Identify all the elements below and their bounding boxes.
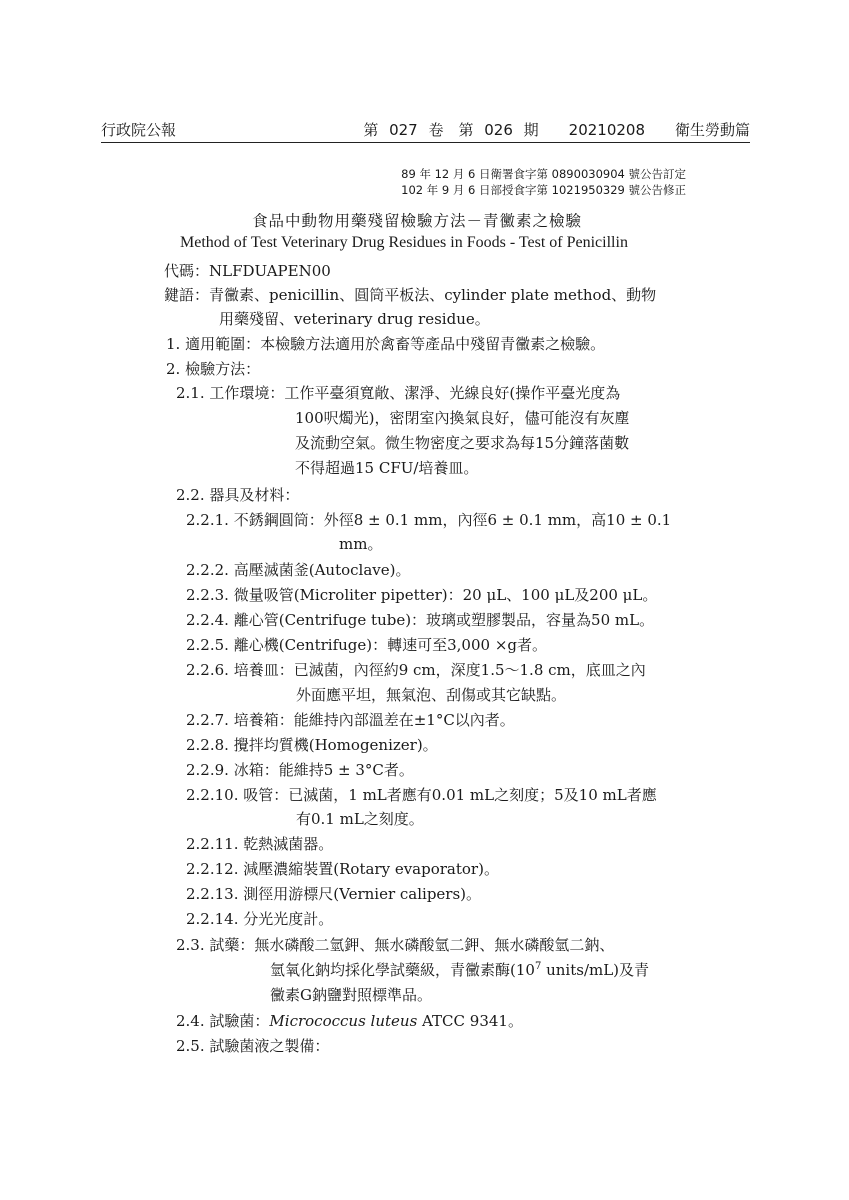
section-2-2 [176, 484, 299, 506]
item-2-2-12 [186, 858, 499, 880]
keywords-line-2: 用藥殘留、veterinary drug residue。 [219, 310, 490, 328]
item-number: 2.2.2. [186, 561, 229, 579]
section-2-2-text: 器具及材料： [209, 486, 300, 504]
exponent: 7 [534, 961, 542, 972]
section-2-3-line-3: 黴素G鈉鹽對照標準品。 [270, 986, 432, 1004]
item-2-2-7 [186, 709, 515, 731]
item-number: 2.2.6. [186, 661, 229, 679]
item-2-2-9 [186, 759, 414, 781]
item-text: 測徑用游標尺(Vernier calipers)。 [243, 885, 482, 903]
item-text: 乾熱滅菌器。 [243, 835, 334, 853]
section-2-1-text: 工作環境：工作平臺須寬敞、潔淨、光線良好(操作平臺光度為 [209, 384, 621, 402]
item-2-2-6-cont: 外面應平坦，無氣泡、刮傷或其它缺點。 [296, 686, 567, 704]
item-text: 培養皿：已滅菌，內徑約9 cm，深度1.5～1.8 cm，底皿之內 [233, 661, 646, 679]
announcement-note-1: 89 年 12 月 6 日衛署食字第 0890030904 號公告訂定 [401, 167, 686, 181]
item-2-2-1-cont: mm。 [339, 535, 383, 553]
reagent-text-post: units/mL)及青 [541, 961, 650, 979]
item-number: 2.2.10. [186, 786, 239, 804]
section-2-5-text: 試驗菌液之製備： [209, 1037, 330, 1055]
section-1-text: 適用範圍：本檢驗方法適用於禽畜等產品中殘留青黴素之檢驗。 [185, 335, 606, 353]
item-number: 2.2.14. [186, 910, 239, 928]
item-text: 離心機(Centrifuge)：轉速可至3,000 ×g者。 [233, 636, 548, 654]
item-2-2-13 [186, 883, 481, 905]
item-text: 培養箱：能維持內部溫差在±1°C以內者。 [233, 711, 515, 729]
keywords-line-1: 鍵語：青黴素、penicillin、圓筒平板法、cylinder plate method、動物 [164, 286, 657, 304]
section-2-4 [176, 1010, 523, 1032]
section-2-number: 2. [166, 360, 181, 378]
item-2-2-10 [186, 784, 657, 806]
item-text: 高壓滅菌釜(Autoclave)。 [233, 561, 411, 579]
item-number: 2.2.8. [186, 736, 229, 754]
section-2-3-number: 2.3. [176, 936, 205, 954]
item-text: 攪拌均質機(Homogenizer)。 [233, 736, 438, 754]
item-number: 2.2.11. [186, 835, 239, 853]
reagent-text-pre: 氫氧化鈉均採化學試藥級，青黴素酶(10 [270, 961, 535, 979]
section-2-4-label: 試驗菌： [209, 1012, 270, 1030]
item-number: 2.2.3. [186, 586, 229, 604]
section-2-3-line-1 [176, 934, 614, 956]
item-number: 2.2.4. [186, 611, 229, 629]
section-2-4-number: 2.4. [176, 1012, 205, 1030]
item-2-2-1 [186, 509, 671, 531]
item-2-2-11 [186, 833, 333, 855]
section-2-1-line-1 [176, 382, 620, 404]
item-text: 分光光度計。 [243, 910, 334, 928]
item-2-2-4 [186, 609, 654, 631]
test-organism-name: Micrococcus luteus [269, 1012, 418, 1030]
section-2-text: 檢驗方法： [185, 360, 261, 378]
item-number: 2.2.9. [186, 761, 229, 779]
title-chinese: 食品中動物用藥殘留檢驗方法－青黴素之檢驗 [252, 212, 583, 230]
title-english: Method of Test Veterinary Drug Residues in Foods - Test of Penicillin [180, 234, 628, 251]
method-code: 代碼：NLFDUAPEN00 [164, 262, 331, 280]
item-2-2-6 [186, 659, 646, 681]
section-2-3-text: 試藥：無水磷酸二氫鉀、無水磷酸氫二鉀、無水磷酸氫二鈉、 [209, 936, 615, 954]
section-1 [166, 333, 605, 355]
section-2-3-line-2 [270, 959, 649, 981]
item-2-2-3 [186, 584, 657, 606]
item-text: 不銹鋼圓筒：外徑8 ± 0.1 mm，內徑6 ± 0.1 mm，高10 ± 0.1 [233, 511, 672, 529]
section-2 [166, 358, 260, 380]
header-rule [101, 142, 750, 143]
item-2-2-10-cont: 有0.1 mL之刻度。 [296, 810, 424, 828]
item-text: 離心管(Centrifuge tube)：玻璃或塑膠製品，容量為50 mL。 [233, 611, 655, 629]
strain-id: ATCC 9341。 [417, 1012, 523, 1030]
item-2-2-8 [186, 734, 438, 756]
issue-info: 第 027 卷 第 026 期 20210208 衛生勞動篇 [363, 121, 750, 139]
item-2-2-14 [186, 908, 333, 930]
item-text: 吸管：已滅菌，1 mL者應有0.01 mL之刻度；5及10 mL者應 [243, 786, 657, 804]
item-text: 減壓濃縮裝置(Rotary evaporator)。 [243, 860, 499, 878]
item-number: 2.2.13. [186, 885, 239, 903]
section-2-2-number: 2.2. [176, 486, 205, 504]
item-number: 2.2.12. [186, 860, 239, 878]
item-2-2-2 [186, 559, 410, 581]
section-2-5-number: 2.5. [176, 1037, 205, 1055]
item-number: 2.2.5. [186, 636, 229, 654]
item-text: 冰箱：能維持5 ± 3°C者。 [233, 761, 414, 779]
section-2-1-number: 2.1. [176, 384, 205, 402]
section-1-number: 1. [166, 335, 181, 353]
announcement-note-2: 102 年 9 月 6 日部授食字第 1021950329 號公告修正 [401, 183, 686, 197]
section-2-1-line-2: 100呎燭光)，密閉室內換氣良好，儘可能沒有灰塵 [295, 409, 630, 427]
section-2-1-line-3: 及流動空氣。微生物密度之要求為每15分鐘落菌數 [295, 434, 630, 452]
section-2-5 [176, 1035, 329, 1057]
section-2-1-line-4: 不得超過15 CFU/培養皿。 [295, 459, 479, 477]
item-text: 微量吸管(Microliter pipetter)：20 μL、100 μL及200 μL。 [233, 586, 658, 604]
gazette-name: 行政院公報 [101, 121, 177, 139]
item-number: 2.2.1. [186, 511, 229, 529]
item-number: 2.2.7. [186, 711, 229, 729]
item-2-2-5 [186, 634, 547, 656]
